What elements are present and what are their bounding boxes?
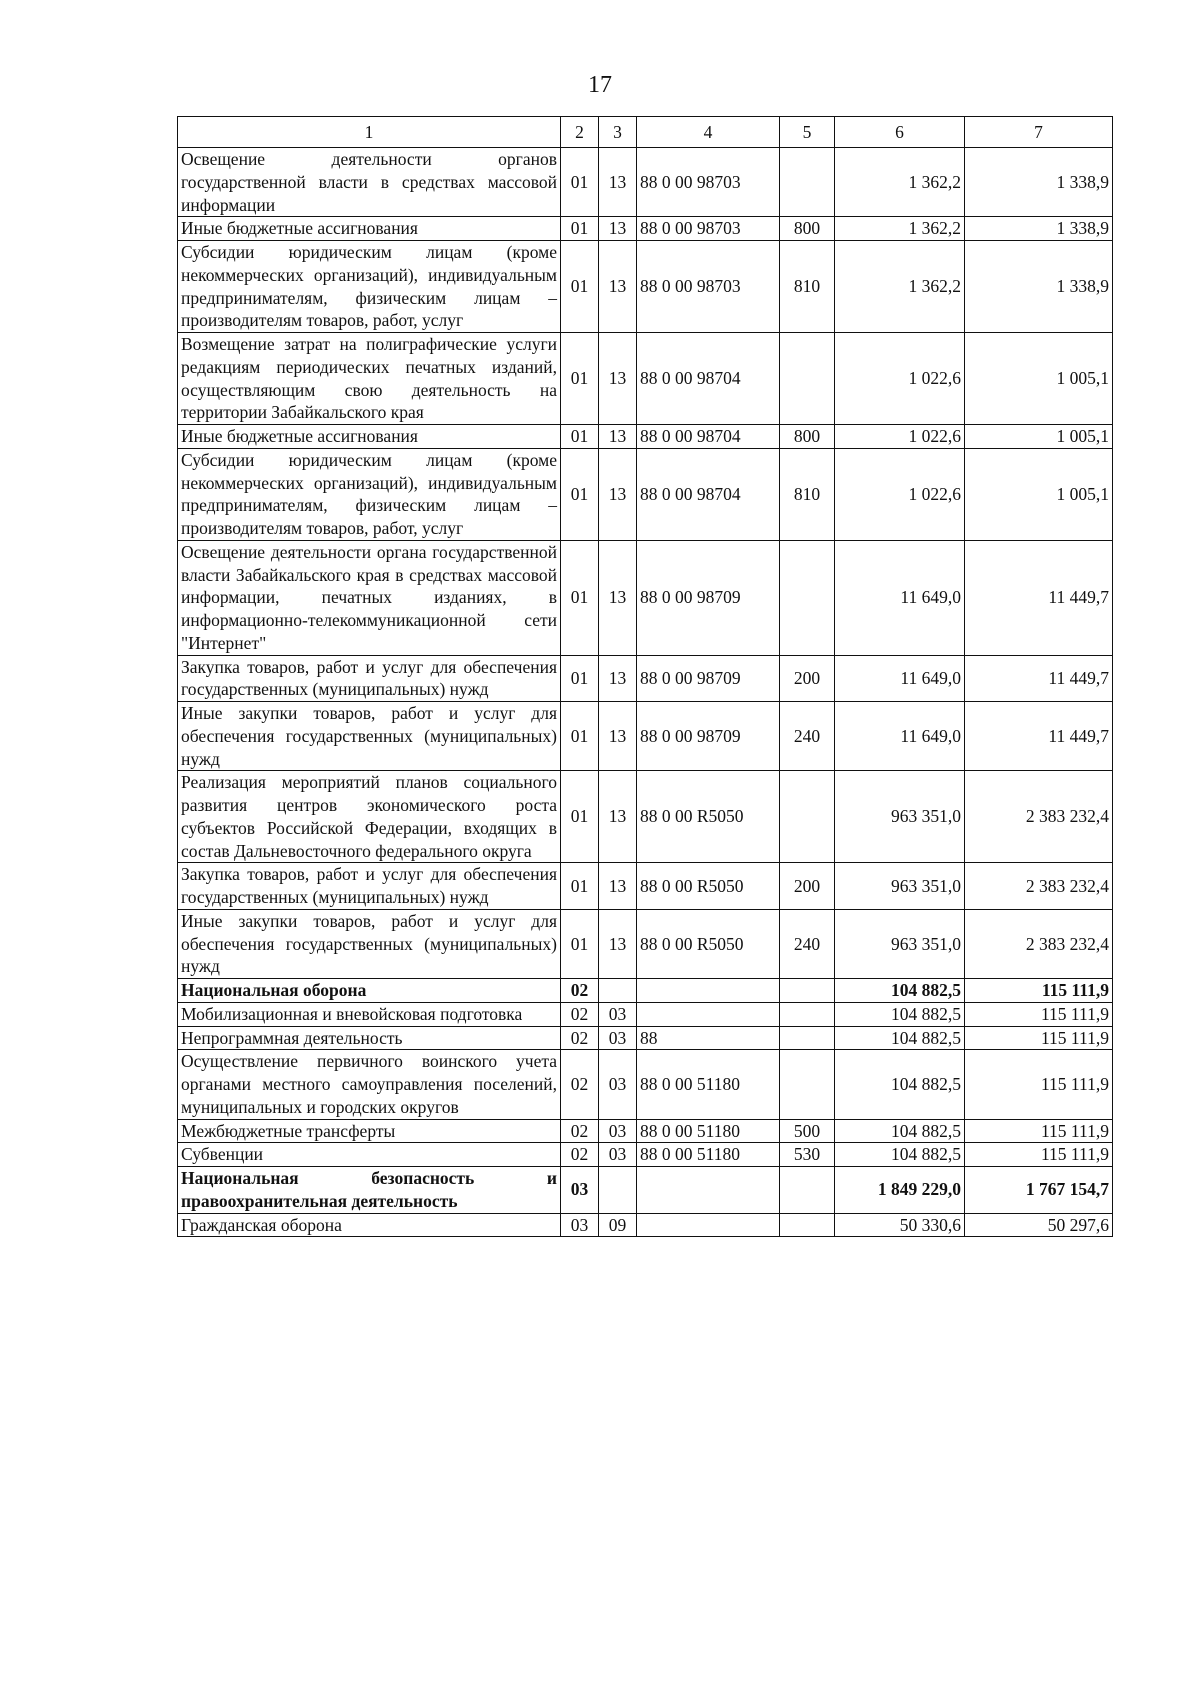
- table-row: [178, 1213, 1113, 1237]
- row-target-article-cell: 88 0 00 51180: [637, 1143, 780, 1167]
- row-amount-col6-cell: 104 882,5: [835, 1143, 965, 1167]
- table-row: [178, 863, 1113, 910]
- row-name-cell: Реализация мероприятий планов социального развития центров экономического роста субъектов Российской Федерации, входящих в состав Дальневосточного федерального округа: [178, 771, 561, 863]
- row-name-cell: Межбюджетные трансферты: [178, 1119, 561, 1143]
- row-expense-type-cell: [780, 540, 835, 655]
- table-row: [178, 1167, 1113, 1214]
- row-amount-col7-cell: 115 111,9: [965, 1002, 1113, 1026]
- table-row: [178, 448, 1113, 540]
- row-amount-col7-cell: 115 111,9: [965, 1026, 1113, 1050]
- row-subsection-cell: 13: [599, 448, 637, 540]
- row-subsection-cell: 03: [599, 1002, 637, 1026]
- row-name-cell: Закупка товаров, работ и услуг для обеспечения государственных (муниципальных) нужд: [178, 863, 561, 910]
- row-target-article-cell: 88 0 00 98709: [637, 702, 780, 771]
- row-amount-col7-cell: 115 111,9: [965, 979, 1113, 1003]
- row-name-cell: Иные бюджетные ассигнования: [178, 217, 561, 241]
- row-amount-col6-cell: 11 649,0: [835, 702, 965, 771]
- row-target-article-cell: 88 0 00 98704: [637, 425, 780, 449]
- row-amount-col7-cell: 2 383 232,4: [965, 771, 1113, 863]
- row-expense-type-cell: 800: [780, 217, 835, 241]
- row-name-cell: Национальная безопасность и правоохранительная деятельность: [178, 1167, 561, 1214]
- table-body: [178, 148, 1113, 1237]
- row-name-cell: Иные закупки товаров, работ и услуг для обеспечения государственных (муниципальных) нужд: [178, 702, 561, 771]
- row-subsection-cell: 03: [599, 1026, 637, 1050]
- row-target-article-cell: 88 0 00 98703: [637, 241, 780, 333]
- row-amount-col7-cell: 1 767 154,7: [965, 1167, 1113, 1214]
- row-expense-type-cell: 800: [780, 425, 835, 449]
- row-name-cell: Субсидии юридическим лицам (кроме некоммерческих организаций), индивидуальным предпринимателям, физическим лицам – производителям товаров, работ, услуг: [178, 448, 561, 540]
- row-amount-col6-cell: 1 849 229,0: [835, 1167, 965, 1214]
- row-expense-type-cell: 530: [780, 1143, 835, 1167]
- row-section-cell: 01: [561, 425, 599, 449]
- row-name-cell: Непрограммная деятельность: [178, 1026, 561, 1050]
- row-amount-col7-cell: 1 005,1: [965, 333, 1113, 425]
- table-row: [178, 655, 1113, 702]
- table-row: [178, 1143, 1113, 1167]
- row-amount-col7-cell: 2 383 232,4: [965, 909, 1113, 978]
- page-number: 17: [588, 72, 612, 98]
- row-expense-type-cell: [780, 148, 835, 217]
- row-amount-col7-cell: 1 338,9: [965, 217, 1113, 241]
- row-amount-col6-cell: 104 882,5: [835, 979, 965, 1003]
- row-expense-type-cell: 200: [780, 655, 835, 702]
- row-expense-type-cell: 240: [780, 909, 835, 978]
- row-section-cell: 01: [561, 771, 599, 863]
- row-name-cell: Иные закупки товаров, работ и услуг для обеспечения государственных (муниципальных) нужд: [178, 909, 561, 978]
- row-section-cell: 01: [561, 241, 599, 333]
- row-section-cell: 02: [561, 1119, 599, 1143]
- row-amount-col6-cell: 1 362,2: [835, 241, 965, 333]
- header-cell: 5: [780, 117, 835, 148]
- table-row: [178, 909, 1113, 978]
- row-amount-col7-cell: 1 338,9: [965, 148, 1113, 217]
- row-amount-col7-cell: 2 383 232,4: [965, 863, 1113, 910]
- table-header-row: [178, 117, 1113, 148]
- table-row: [178, 702, 1113, 771]
- row-subsection-cell: [599, 979, 637, 1003]
- header-cell: 1: [178, 117, 561, 148]
- row-expense-type-cell: 200: [780, 863, 835, 910]
- table-row: [178, 1002, 1113, 1026]
- row-subsection-cell: 13: [599, 863, 637, 910]
- row-subsection-cell: 13: [599, 333, 637, 425]
- header-cell: 2: [561, 117, 599, 148]
- row-section-cell: 01: [561, 702, 599, 771]
- row-target-article-cell: [637, 1213, 780, 1237]
- row-amount-col7-cell: 1 005,1: [965, 425, 1113, 449]
- row-section-cell: 02: [561, 1026, 599, 1050]
- row-expense-type-cell: 500: [780, 1119, 835, 1143]
- table-row: [178, 1050, 1113, 1119]
- row-subsection-cell: 13: [599, 217, 637, 241]
- table-row: [178, 540, 1113, 655]
- row-name-cell: Возмещение затрат на полиграфические услуги редакциям периодических печатных изданий, осуществляющим свою деятельность на территории Забайкальского края: [178, 333, 561, 425]
- row-section-cell: 03: [561, 1213, 599, 1237]
- row-section-cell: 01: [561, 148, 599, 217]
- row-name-cell: Гражданская оборона: [178, 1213, 561, 1237]
- row-target-article-cell: 88 0 00 98709: [637, 655, 780, 702]
- row-name-cell: Освещение деятельности органа государственной власти Забайкальского края в средствах массовой информации, печатных изданиях, в информационно-телекоммуникационной сети "Интернет": [178, 540, 561, 655]
- row-amount-col6-cell: 11 649,0: [835, 540, 965, 655]
- row-amount-col7-cell: 1 005,1: [965, 448, 1113, 540]
- row-amount-col6-cell: 1 022,6: [835, 333, 965, 425]
- row-expense-type-cell: [780, 1050, 835, 1119]
- row-expense-type-cell: [780, 1167, 835, 1214]
- row-section-cell: 01: [561, 909, 599, 978]
- row-amount-col7-cell: 115 111,9: [965, 1050, 1113, 1119]
- header-cell: 7: [965, 117, 1113, 148]
- row-expense-type-cell: [780, 1213, 835, 1237]
- table-row: [178, 148, 1113, 217]
- row-subsection-cell: 13: [599, 425, 637, 449]
- row-section-cell: 02: [561, 1002, 599, 1026]
- row-subsection-cell: 13: [599, 771, 637, 863]
- row-subsection-cell: [599, 1167, 637, 1214]
- row-target-article-cell: [637, 979, 780, 1003]
- row-target-article-cell: 88 0 00 98704: [637, 333, 780, 425]
- row-section-cell: 01: [561, 217, 599, 241]
- row-target-article-cell: 88 0 00 98709: [637, 540, 780, 655]
- row-amount-col6-cell: 1 362,2: [835, 148, 965, 217]
- row-subsection-cell: 13: [599, 909, 637, 978]
- row-target-article-cell: 88 0 00 51180: [637, 1050, 780, 1119]
- row-section-cell: 02: [561, 1143, 599, 1167]
- row-section-cell: 01: [561, 540, 599, 655]
- row-subsection-cell: 13: [599, 655, 637, 702]
- row-expense-type-cell: [780, 1002, 835, 1026]
- row-amount-col6-cell: 1 362,2: [835, 217, 965, 241]
- row-amount-col6-cell: 1 022,6: [835, 448, 965, 540]
- row-name-cell: Мобилизационная и вневойсковая подготовка: [178, 1002, 561, 1026]
- row-expense-type-cell: [780, 979, 835, 1003]
- row-subsection-cell: 03: [599, 1050, 637, 1119]
- row-subsection-cell: 13: [599, 148, 637, 217]
- row-amount-col6-cell: 104 882,5: [835, 1026, 965, 1050]
- row-name-cell: Иные бюджетные ассигнования: [178, 425, 561, 449]
- row-amount-col7-cell: 11 449,7: [965, 540, 1113, 655]
- row-expense-type-cell: 810: [780, 241, 835, 333]
- row-subsection-cell: 03: [599, 1143, 637, 1167]
- row-name-cell: Освещение деятельности органов государственной власти в средствах массовой информации: [178, 148, 561, 217]
- row-name-cell: Национальная оборона: [178, 979, 561, 1003]
- row-target-article-cell: 88 0 00 R5050: [637, 771, 780, 863]
- row-amount-col6-cell: 104 882,5: [835, 1119, 965, 1143]
- row-section-cell: 01: [561, 333, 599, 425]
- row-expense-type-cell: [780, 771, 835, 863]
- table-row: [178, 979, 1113, 1003]
- row-target-article-cell: [637, 1167, 780, 1214]
- table-row: [178, 1119, 1113, 1143]
- row-section-cell: 02: [561, 979, 599, 1003]
- row-amount-col7-cell: 115 111,9: [965, 1143, 1113, 1167]
- row-amount-col6-cell: 50 330,6: [835, 1213, 965, 1237]
- row-amount-col6-cell: 963 351,0: [835, 863, 965, 910]
- row-amount-col7-cell: 50 297,6: [965, 1213, 1113, 1237]
- row-amount-col7-cell: 11 449,7: [965, 702, 1113, 771]
- row-target-article-cell: 88 0 00 98703: [637, 217, 780, 241]
- row-amount-col7-cell: 11 449,7: [965, 655, 1113, 702]
- row-section-cell: 01: [561, 655, 599, 702]
- row-subsection-cell: 13: [599, 540, 637, 655]
- row-name-cell: Закупка товаров, работ и услуг для обеспечения государственных (муниципальных) нужд: [178, 655, 561, 702]
- row-section-cell: 01: [561, 863, 599, 910]
- row-target-article-cell: 88 0 00 R5050: [637, 909, 780, 978]
- row-target-article-cell: 88 0 00 98703: [637, 148, 780, 217]
- row-expense-type-cell: [780, 1026, 835, 1050]
- row-target-article-cell: 88: [637, 1026, 780, 1050]
- row-amount-col6-cell: 104 882,5: [835, 1002, 965, 1026]
- table-row: [178, 771, 1113, 863]
- row-expense-type-cell: [780, 333, 835, 425]
- row-subsection-cell: 09: [599, 1213, 637, 1237]
- row-section-cell: 02: [561, 1050, 599, 1119]
- header-cell: 6: [835, 117, 965, 148]
- row-section-cell: 03: [561, 1167, 599, 1214]
- row-name-cell: Субвенции: [178, 1143, 561, 1167]
- row-target-article-cell: 88 0 00 51180: [637, 1119, 780, 1143]
- row-amount-col6-cell: 11 649,0: [835, 655, 965, 702]
- table-row: [178, 333, 1113, 425]
- header-cell: 4: [637, 117, 780, 148]
- budget-table: [177, 116, 1113, 1237]
- row-amount-col6-cell: 963 351,0: [835, 909, 965, 978]
- header-cell: 3: [599, 117, 637, 148]
- row-target-article-cell: 88 0 00 R5050: [637, 863, 780, 910]
- row-target-article-cell: [637, 1002, 780, 1026]
- row-name-cell: Осуществление первичного воинского учета органами местного самоуправления поселений, муниципальных и городских округов: [178, 1050, 561, 1119]
- row-expense-type-cell: 240: [780, 702, 835, 771]
- row-target-article-cell: 88 0 00 98704: [637, 448, 780, 540]
- table-row: [178, 1026, 1113, 1050]
- table-row: [178, 425, 1113, 449]
- row-subsection-cell: 13: [599, 702, 637, 771]
- row-amount-col7-cell: 115 111,9: [965, 1119, 1113, 1143]
- table-row: [178, 217, 1113, 241]
- row-amount-col6-cell: 1 022,6: [835, 425, 965, 449]
- row-name-cell: Субсидии юридическим лицам (кроме некоммерческих организаций), индивидуальным предпринимателям, физическим лицам – производителям товаров, работ, услуг: [178, 241, 561, 333]
- table-row: [178, 241, 1113, 333]
- row-amount-col7-cell: 1 338,9: [965, 241, 1113, 333]
- row-expense-type-cell: 810: [780, 448, 835, 540]
- row-section-cell: 01: [561, 448, 599, 540]
- row-amount-col6-cell: 963 351,0: [835, 771, 965, 863]
- row-amount-col6-cell: 104 882,5: [835, 1050, 965, 1119]
- row-subsection-cell: 03: [599, 1119, 637, 1143]
- row-subsection-cell: 13: [599, 241, 637, 333]
